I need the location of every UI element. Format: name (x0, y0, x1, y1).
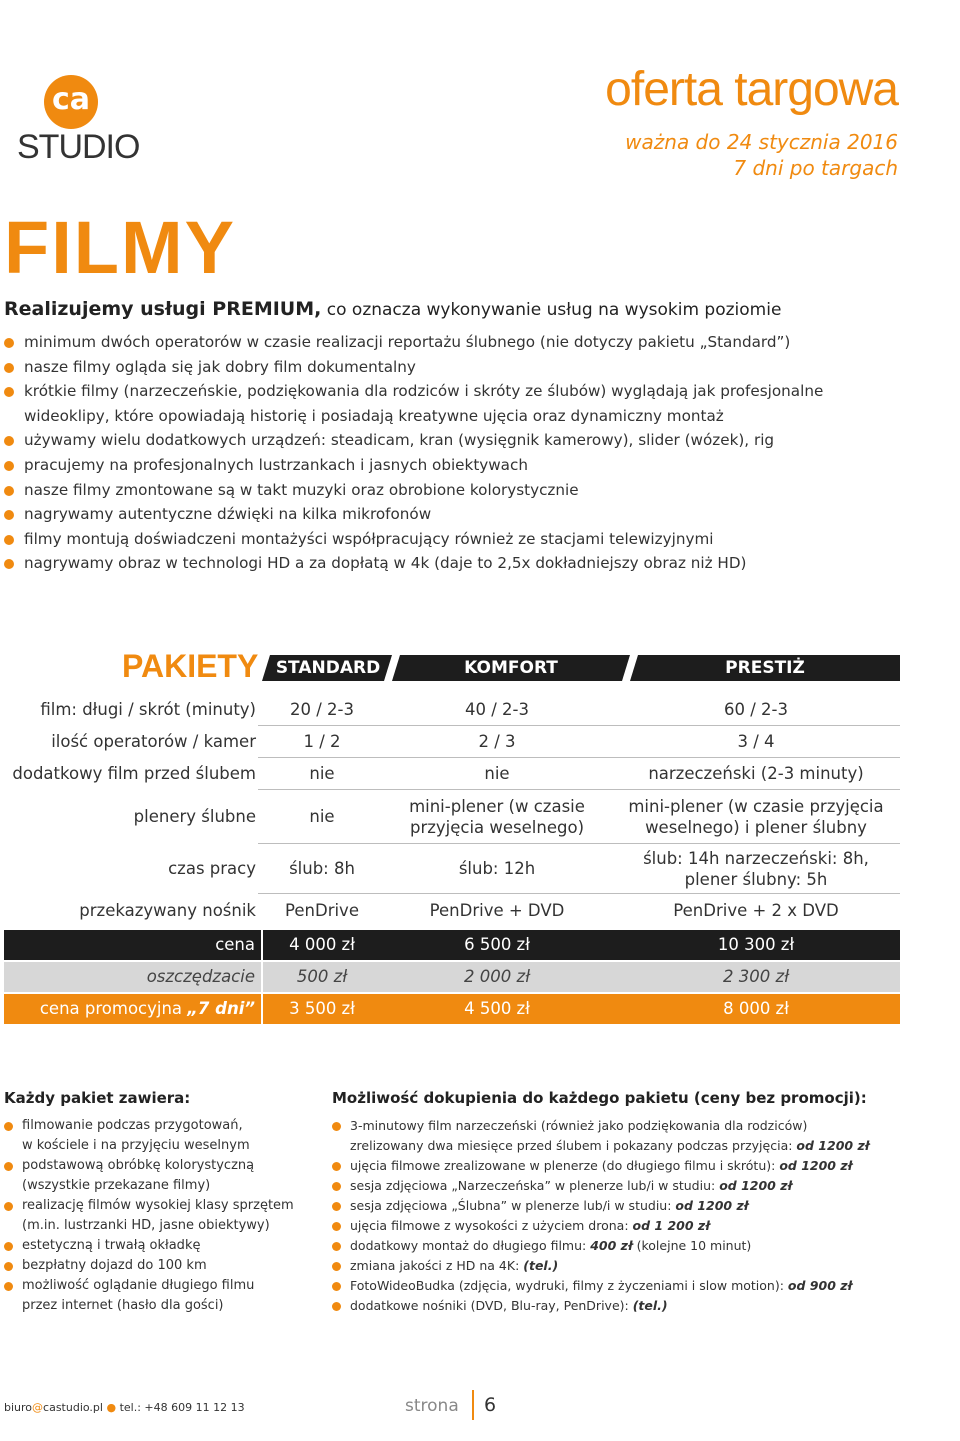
row-label (4, 994, 255, 1024)
row-divider (258, 789, 900, 790)
table-row (4, 796, 900, 842)
feature-list (4, 330, 954, 576)
row-divider (258, 893, 900, 894)
bullet-icon (332, 1182, 341, 1191)
packages-title: PAKIETY (122, 648, 259, 684)
list-item (4, 1156, 324, 1196)
item-text: zmiana jakości z HD na 4K: (350, 1258, 524, 1273)
row-label: plenery ślubne (133, 807, 256, 826)
list-item (332, 1216, 952, 1236)
list-item (4, 478, 954, 503)
item-price: od 1200 zł (796, 1138, 870, 1153)
item-price: od 900 zł (787, 1278, 853, 1293)
list-item (4, 1116, 324, 1156)
item-line: estetyczną i trwałą okładkę (22, 1238, 201, 1253)
item-line: filmowanie podczas przygotowań, (22, 1118, 243, 1133)
feature-text: wideoklipy, które opowiadają historię i posiadają kreatywne ujęcia oraz dynamiczny montaż (24, 406, 724, 425)
bullet-icon (332, 1282, 341, 1291)
item-text: sesja zdjęciowa „Narzeczeńska” w plenerze lub/i w studiu: (350, 1178, 720, 1193)
item-price: od 1 200 zł (632, 1218, 710, 1233)
intro-rest: co oznacza wykonywanie usług na wysokim poziomie (321, 300, 782, 320)
bullet-icon (332, 1162, 341, 1171)
row-label: film: długi / skrót (minuty) (40, 700, 256, 719)
price-row (4, 930, 900, 960)
feature-text: krótkie filmy (narzeczeńskie, podziękowania dla rodziców i skróty ze ślubów) wyglądają jak profesjonalne (24, 382, 824, 401)
list-item (4, 551, 954, 576)
feature-text: minimum dwóch operatorów w czasie realizacji reportażu ślubnego (nie dotyczy pakietu „Standard”) (24, 333, 791, 351)
list-item (332, 1196, 952, 1216)
logo-name: STUDIO (17, 128, 140, 166)
promo-label: cena promocyjna (39, 999, 188, 1018)
cell-komfort (382, 796, 612, 838)
bullet-icon (332, 1262, 341, 1271)
item-line: 3-minutowy film narzeczeński (również jako podziękowania dla rodziców) (350, 1118, 808, 1133)
cell-prestiz: narzeczeński (2-3 minuty) (648, 764, 864, 783)
list-item (4, 1196, 324, 1236)
row-label: dodatkowy film przed ślubem (12, 764, 256, 783)
cell-standard: 20 / 2-3 (290, 700, 354, 719)
list-item (4, 527, 954, 552)
cell-komfort: nie (484, 764, 510, 783)
feature-text: nagrywamy obraz w technologi HD a za dopłatą w 4k (daje to 2,5x dokładniejszy obraz niż HD) (24, 554, 747, 573)
table-row (4, 764, 900, 788)
row-label: przekazywany nośnik (79, 901, 256, 920)
header-komfort: KOMFORT (464, 658, 558, 678)
footer-contact (4, 1401, 245, 1414)
list-item (4, 428, 954, 453)
footer-dot-icon: ● (106, 1401, 117, 1414)
item-line: (wszystkie przekazane filmy) (22, 1178, 211, 1193)
list-item (4, 330, 954, 355)
list-item (332, 1116, 952, 1156)
list-item (332, 1236, 952, 1256)
list-item (4, 355, 954, 380)
table-row (4, 848, 900, 894)
bullet-icon (4, 338, 14, 348)
list-item (4, 404, 954, 429)
bullet-icon (4, 1122, 13, 1131)
intro-text (4, 298, 781, 320)
bullet-icon (4, 486, 14, 496)
bullet-icon (4, 1282, 13, 1291)
bullet-icon (4, 510, 14, 520)
list-item (332, 1296, 952, 1316)
bullet-icon (4, 1242, 13, 1251)
list-item (4, 1256, 324, 1276)
footer-phone[interactable]: tel.: +48 609 11 12 13 (119, 1401, 245, 1414)
bullet-icon (4, 363, 14, 373)
addons-list (332, 1116, 952, 1316)
offer-title: oferta targowa (605, 63, 898, 116)
cell-line: plener ślubny: 5h (684, 870, 828, 889)
item-text: sesja zdjęciowa „Ślubna” w plenerze lub/i w studiu: (350, 1198, 676, 1213)
header-prestiz: PRESTIŻ (725, 658, 805, 678)
item-price: od 1200 zł (675, 1198, 749, 1213)
item-text: dodatkowy montaż do długiego filmu: (350, 1238, 591, 1253)
table-row (4, 732, 900, 756)
savings-row (4, 962, 900, 992)
cell-standard: nie (309, 764, 335, 783)
bullet-icon (4, 1262, 13, 1271)
bullet-icon (4, 1202, 13, 1211)
item-line: podstawową obróbkę kolorystyczną (22, 1158, 255, 1173)
bullet-icon (4, 535, 14, 545)
cell-komfort: 40 / 2-3 (465, 700, 529, 719)
promo-komfort: 4 500 zł (464, 999, 530, 1018)
cell-komfort: 2 / 3 (478, 732, 516, 751)
row-label: czas pracy (168, 859, 256, 878)
bullet-icon (332, 1122, 341, 1131)
bullet-icon (4, 436, 14, 446)
row-divider (258, 757, 900, 758)
cell-komfort: PenDrive + DVD (429, 901, 565, 920)
list-item (4, 379, 954, 404)
item-line: w kościele i na przyjęciu weselnym (22, 1138, 250, 1153)
logo-mark: ca (44, 75, 98, 129)
list-item (4, 453, 954, 478)
item-line: bezpłatny dojazd do 100 km (22, 1258, 207, 1273)
item-text: ujęcia filmowe zrealizowane w plenerze (do długiego filmu i skrótu): (350, 1158, 780, 1173)
bullet-icon (4, 461, 14, 471)
list-item (4, 1276, 324, 1316)
list-item (332, 1276, 952, 1296)
page-divider (472, 1390, 474, 1420)
item-line: realizację filmów wysokiej klasy sprzętem (22, 1198, 294, 1213)
promo-standard: 3 500 zł (289, 999, 355, 1018)
table-row (4, 700, 900, 724)
cell-prestiz: PenDrive + 2 x DVD (673, 901, 839, 920)
feature-text: filmy montują doświadczeni montażyści współpracujący również ze stacjami telewizyjnymi (24, 529, 714, 548)
bullet-icon (332, 1302, 341, 1311)
bullet-icon (332, 1242, 341, 1251)
feature-text: używamy wielu dodatkowych urządzeń: steadicam, kran (wysięgnik kamerowy), slider (wózek), rig (24, 431, 775, 450)
list-item (4, 502, 954, 527)
promo-label-em: „7 dni” (187, 999, 255, 1018)
list-item (332, 1176, 952, 1196)
cell-komfort: ślub: 12h (458, 859, 536, 878)
item-line: (m.in. lustrzanki HD, jasne obiektywy) (22, 1218, 270, 1233)
cell-standard: nie (309, 807, 335, 826)
table-row (4, 901, 900, 925)
row-label: cena (215, 935, 255, 954)
column-separator (261, 930, 263, 1024)
feature-text: nagrywamy autentyczne dźwięki na kilka mikrofonów (24, 505, 432, 524)
item-price: 400 zł (590, 1238, 633, 1253)
cell-prestiz: 3 / 4 (737, 732, 775, 751)
feature-text: nasze filmy zmontowane są w takt muzyki oraz obrobione kolorystycznie (24, 480, 579, 499)
cell-prestiz (612, 848, 900, 890)
cell-line: mini-plener (w czasie (409, 797, 585, 816)
savings-komfort: 2 000 zł (464, 967, 530, 986)
item-price: od 1200 zł (719, 1178, 793, 1193)
bullet-icon (4, 559, 14, 569)
feature-text: nasze filmy ogląda się jak dobry film dokumentalny (24, 357, 416, 376)
bullet-icon (4, 1162, 13, 1171)
offer-days: 7 dni po targach (733, 156, 898, 180)
footer-email[interactable]: biuro@castudio.pl (4, 1401, 103, 1414)
item-line: możliwość oglądanie długiego filmu (22, 1278, 255, 1293)
page-number: 6 (484, 1394, 497, 1416)
includes-title: Każdy pakiet zawiera: (4, 1089, 191, 1107)
item-price: (tel.) (632, 1298, 668, 1313)
cell-line: przyjęcia weselnego) (409, 818, 585, 837)
cell-standard: 1 / 2 (303, 732, 341, 751)
promo-row (4, 994, 900, 1024)
item-price: (tel.) (523, 1258, 559, 1273)
row-divider (258, 843, 900, 844)
list-item (332, 1256, 952, 1276)
page-heading: FILMY (4, 206, 236, 289)
bullet-icon (332, 1222, 341, 1231)
list-item (4, 1236, 324, 1256)
item-text: dodatkowe nośniki (DVD, Blu-ray, PenDrive): (350, 1298, 633, 1313)
price-prestiz: 10 300 zł (717, 935, 795, 954)
price-komfort: 6 500 zł (464, 935, 530, 954)
item-line: zrelizowany dwa miesięce przed ślubem i pokazany podczas przyjęcia: (350, 1138, 797, 1153)
cell-standard: ślub: 8h (289, 859, 355, 878)
price-standard: 4 000 zł (289, 935, 355, 954)
cell-prestiz: 60 / 2-3 (724, 700, 788, 719)
row-label: ilość operatorów / kamer (51, 732, 256, 751)
cell-line: ślub: 14h narzeczeński: 8h, (643, 849, 869, 868)
packages-header-bar (262, 655, 900, 681)
item-price: od 1200 zł (779, 1158, 853, 1173)
row-divider (258, 725, 900, 726)
intro-bold: Realizujemy usługi PREMIUM, (4, 298, 322, 320)
cell-prestiz (612, 796, 900, 838)
cell-standard: PenDrive (285, 901, 359, 920)
item-tail: (kolejne 10 minut) (632, 1238, 752, 1253)
promo-prestiz: 8 000 zł (723, 999, 789, 1018)
cell-line: mini-plener (w czasie przyjęcia (628, 797, 884, 816)
list-item (332, 1156, 952, 1176)
item-line: przez internet (hasło dla gości) (22, 1298, 224, 1313)
bullet-icon (4, 387, 14, 397)
offer-valid: ważna do 24 stycznia 2016 (625, 130, 898, 154)
cell-line: weselnego) i plener ślubny (645, 818, 867, 837)
savings-prestiz: 2 300 zł (723, 967, 789, 986)
bullet-icon (332, 1202, 341, 1211)
page-label: strona (405, 1396, 459, 1416)
includes-list (4, 1116, 324, 1316)
savings-standard: 500 zł (296, 967, 348, 986)
addons-title: Możliwość dokupienia do każdego pakietu (ceny bez promocji): (332, 1089, 867, 1107)
row-label: oszczędzacie (146, 967, 255, 986)
header-standard: STANDARD (275, 658, 381, 678)
item-text: ujęcia filmowe z wysokości z użyciem drona: (350, 1218, 633, 1233)
item-text: FotoWideoBudka (zdjęcia, wydruki, filmy z życzeniami i slow motion): (350, 1278, 788, 1293)
feature-text: pracujemy na profesjonalnych lustrzankach i jasnych obiektywach (24, 455, 528, 474)
